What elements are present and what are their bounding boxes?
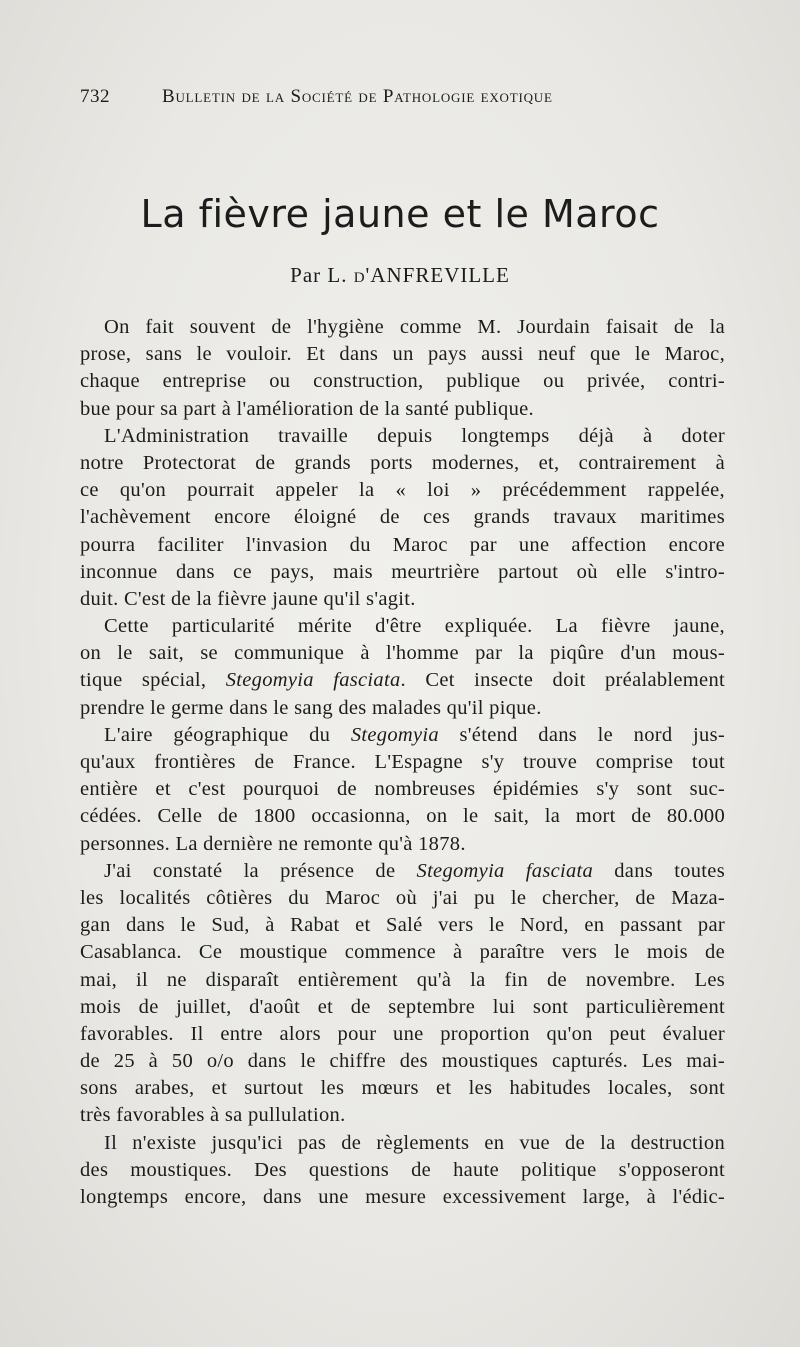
article-body [80, 314, 725, 1211]
body-line: longtemps encore, dans une mesure excessivement large, à l'édic- [80, 1186, 725, 1208]
body-line: mai, il ne disparaît entièrement qu'à la fin de novembre. Les [80, 968, 725, 991]
species-name: Stegomyia [350, 723, 439, 746]
byline-particle: d' [353, 263, 371, 287]
body-line [80, 722, 725, 749]
body-line: l'achèvement encore éloigné de ces grands travaux maritimes [80, 506, 725, 529]
body-line: les localités côtières du Maroc où j'ai pu le chercher, de Maza- [80, 886, 725, 909]
body-line: chaque entreprise ou construction, publique ou privée, contri- [80, 370, 725, 393]
body-line: de 25 à 50 o/o dans le chiffre des moustiques capturés. Les mai- [80, 1050, 725, 1073]
byline [0, 263, 800, 288]
line-text: J'ai constaté la présence de [104, 859, 417, 882]
body-line: personnes. La dernière ne remonte qu'à 1878. [80, 832, 466, 855]
line-text: . Cet insecte doit préalablement [400, 669, 725, 692]
body-line: pourra faciliter l'invasion du Maroc par une affection encore [80, 533, 725, 556]
body-line: L'Administration travaille depuis longtemps déjà à doter [104, 424, 725, 447]
body-line: Il n'existe jusqu'ici pas de règlements en vue de la destruction [104, 1131, 725, 1154]
body-line: favorables. Il entre alors pour une proportion qu'on peut évaluer [80, 1022, 725, 1045]
body-line [80, 858, 725, 885]
body-line: Casablanca. Ce moustique commence à paraître vers le mois de [80, 941, 725, 964]
body-line: qu'aux frontières de France. L'Espagne s'y trouve comprise tout [80, 751, 725, 773]
body-line: très favorables à sa pullulation. [80, 1104, 346, 1127]
byline-prefix: Par L. [290, 263, 348, 287]
article-title: La fièvre jaune et le Maroc [140, 192, 660, 236]
body-line: bue pour sa part à l'amélioration de la santé publique. [80, 397, 534, 420]
body-line: entière et c'est pourquoi de nombreuses épidémies s'y sont suc- [80, 778, 725, 801]
body-line: on le sait, se communique à l'homme par la piqûre d'un mous- [80, 642, 725, 665]
body-line: ce qu'on pourrait appeler la « loi » précédemment rappelée, [80, 479, 725, 502]
body-line: prendre le germe dans le sang des malades qu'il pique. [80, 696, 542, 719]
body-line [80, 667, 725, 694]
page-number: 732 [80, 86, 110, 107]
body-line: sons arabes, et surtout les mœurs et les habitudes locales, sont [80, 1077, 725, 1100]
body-line: inconnue dans ce pays, mais meurtrière partout où elle s'intro- [80, 560, 725, 583]
line-text: L'aire géographique du [104, 723, 351, 746]
body-line: Cette particularité mérite d'être expliquée. La fièvre jaune, [104, 615, 725, 638]
line-text: dans toutes [593, 859, 725, 882]
body-line: cédées. Celle de 1800 occasionna, on le sait, la mort de 80.000 [80, 805, 725, 828]
body-line: prose, sans le vouloir. Et dans un pays aussi neuf que le Maroc, [80, 343, 725, 366]
species-name: Stegomyia fasciata [225, 669, 401, 692]
body-line: gan dans le Sud, à Rabat et Salé vers le Nord, en passant par [80, 914, 725, 937]
line-text: tique spécial, [80, 669, 226, 692]
byline-name: ANFREVILLE [370, 263, 510, 287]
species-name: Stegomyia fasciata [416, 859, 594, 882]
line-text: s'étend dans le nord jus- [438, 723, 726, 746]
body-line: des moustiques. Des questions de haute politique s'opposeront [80, 1158, 725, 1181]
journal-title: Bulletin de la Société de Pathologie exotique [162, 86, 553, 107]
body-line: mois de juillet, d'août et de septembre lui sont particulièrement [80, 995, 725, 1018]
body-line: notre Protectorat de grands ports modernes, et, contrairement à [80, 451, 725, 474]
body-line: On fait souvent de l'hygiène comme M. Jourdain faisait de la [104, 316, 725, 338]
body-line: duit. C'est de la fièvre jaune qu'il s'agit. [80, 587, 416, 610]
